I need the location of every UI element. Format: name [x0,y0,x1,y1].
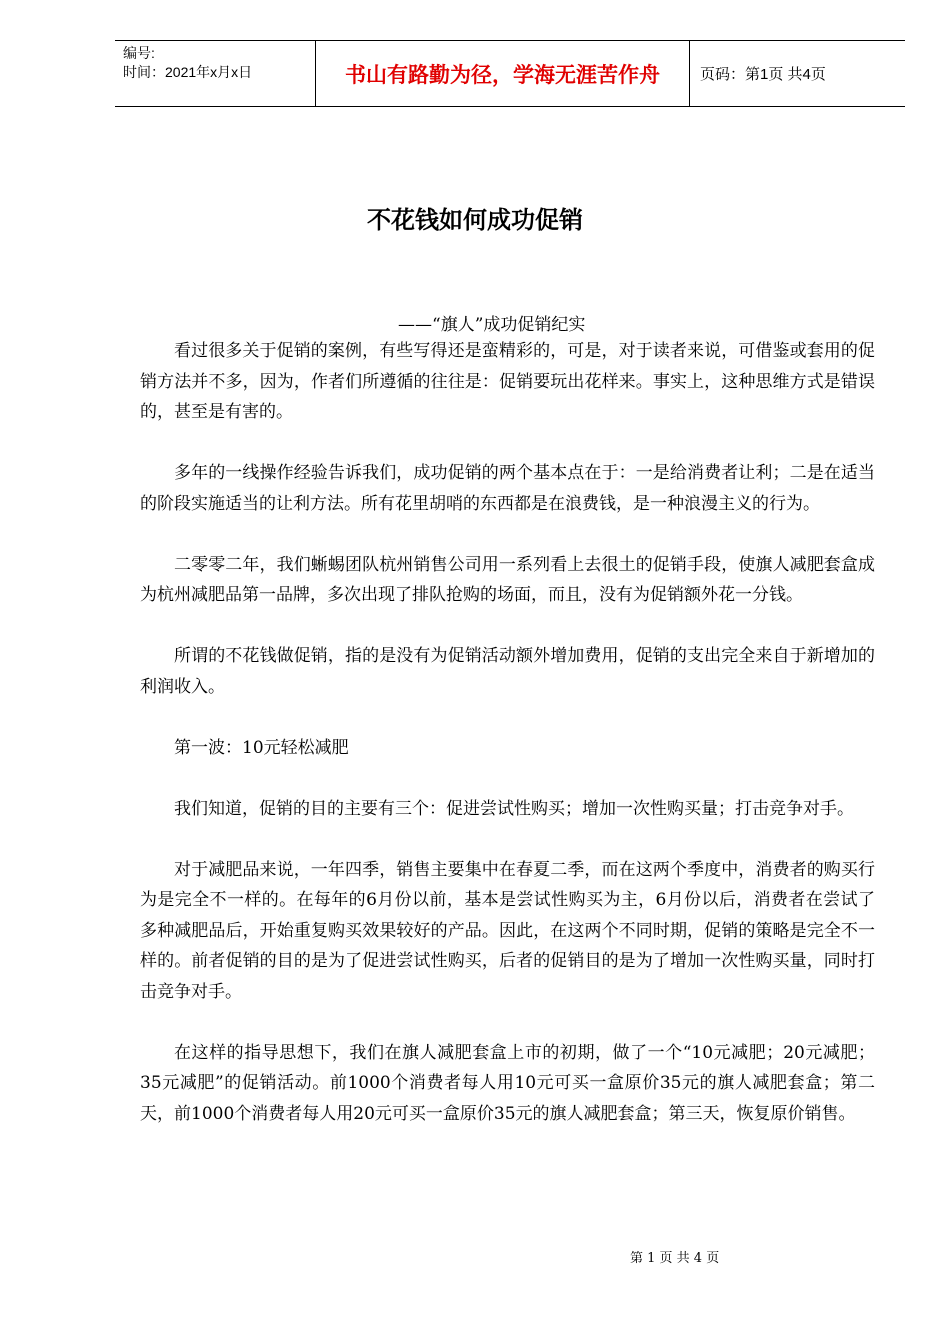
document-body [140,336,875,1160]
paragraph: 我们知道，促销的目的主要有三个：促进尝试性购买；增加一次性购买量；打击竞争对手。 [174,798,854,819]
document-number-label: 编号: [123,45,155,61]
document-title: 不花钱如何成功促销 [367,206,583,234]
page-footer: 第 1 页 共 4 页 [630,1251,720,1266]
paragraph: 所谓的不花钱做促销，指的是没有为促销活动额外增加费用，促销的支出完全来自于新增加的利润收入。 [140,646,875,697]
paragraph: 多年的一线操作经验告诉我们，成功促销的两个基本点在于：一是给消费者让利；二是在适当的阶段实施适当的让利方法。所有花里胡哨的东西都是在浪费钱，是一种浪漫主义的行为。 [140,463,875,514]
header-meta [115,41,315,106]
document-subtitle: ——“旗人”成功促销纪实 [398,315,586,335]
header-page-info: 页码：第1页 共4页 [700,66,826,83]
paragraph: 在这样的指导思想下，我们在旗人减肥套盒上市的初期，做了一个“10元减肥；20元减肥；35元减肥”的促销活动。前1000个消费者每人用10元可买一盒原价35元的旗人减肥套盒；第二天，前1000个消费者每人用20元可买一盒原价35元的旗人减肥套盒；第三天，恢复原价销售。 [140,1042,875,1124]
paragraph: 二零零二年，我们蜥蜴团队杭州销售公司用一系列看上去很土的促销手段，使旗人减肥套盒成为杭州减肥品第一品牌，多次出现了排队抢购的场面，而且，没有为促销额外花一分钱。 [140,554,875,605]
document-time-label: 时间：2021年x月x日 [123,64,253,80]
paragraph: 看过很多关于促销的案例，有些写得还是蛮精彩的，可是，对于读者来说，可借鉴或套用的促销方法并不多，因为，作者们所遵循的往往是：促销要玩出花样来。事实上，这种思维方式是错误的，甚至是有害的。 [140,341,875,422]
paragraph: 对于减肥品来说，一年四季，销售主要集中在春夏二季，而在这两个季度中，消费者的购买行为是完全不一样的。在每年的6月份以前，基本是尝试性购买为主，6月份以后，消费者在尝试了多种减肥品后，开始重复购买效果较好的产品。因此，在这两个不同时期，促销的策略是完全不一样的。前者促销的目的是为了促进尝试性购买，后者的促销目的是为了增加一次性购买量，同时打击竞争对手。 [140,859,875,1002]
header-motto: 书山有路勤为径，学海无涯苦作舟 [315,41,690,106]
section-heading: 第一波：10元轻松减肥 [174,737,349,758]
page-header [115,40,905,107]
